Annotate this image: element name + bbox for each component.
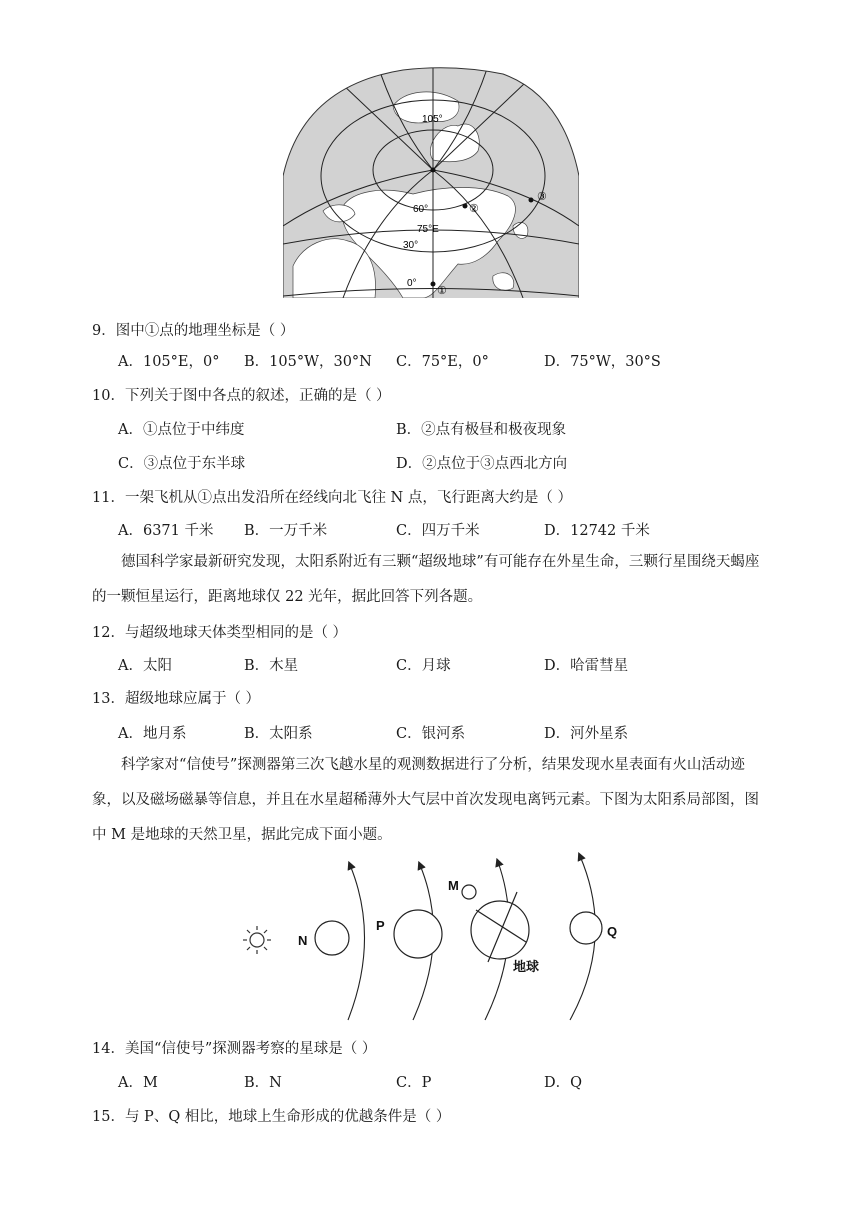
- solar-system-figure: [230, 850, 650, 1022]
- sun-icon: [243, 926, 271, 954]
- q12-option-c[interactable]: C．月球: [396, 658, 451, 674]
- q10-option-a[interactable]: A．①点位于中纬度: [118, 422, 245, 438]
- q11-option-b[interactable]: B．一万千米: [244, 523, 328, 539]
- passage-1: 德国科学家最新研究发现，太阳系附近有三颗“超级地球”有可能存在外星生命，三颗行星围绕天蝎座的一颗恒星运行，距离地球仅 22 光年，据此回答下列各题。: [92, 554, 760, 605]
- label-q: Q: [607, 924, 618, 939]
- q14-option-c[interactable]: C．P: [396, 1075, 432, 1091]
- planet-p: [394, 910, 442, 958]
- label-30: 30°: [403, 240, 419, 251]
- label-p: P: [376, 918, 385, 933]
- q14-option-b[interactable]: B．N: [244, 1075, 282, 1091]
- q13-option-c[interactable]: C．银河系: [396, 726, 466, 742]
- planet-n: [315, 921, 349, 955]
- q9-option-a[interactable]: A．105°E，0°: [118, 354, 220, 370]
- q12-option-b[interactable]: B．木星: [244, 658, 299, 674]
- label-60: 60°: [413, 204, 429, 215]
- point-2: [463, 204, 468, 209]
- question-15-stem: 15．与 P、Q 相比，地球上生命形成的优越条件是（ ）: [92, 1109, 451, 1125]
- q12-option-a[interactable]: A．太阳: [118, 658, 172, 674]
- q10-option-c[interactable]: C．③点位于东半球: [118, 456, 246, 472]
- question-13-stem: 13．超级地球应属于（ ）: [92, 691, 261, 707]
- label-point-2: ②: [469, 203, 479, 215]
- label-earth: 地球: [513, 959, 540, 974]
- q13-option-d[interactable]: D．河外星系: [544, 726, 629, 742]
- question-11-stem: 11．一架飞机从①点出发沿所在经线向北飞往 N 点，飞行距离大约是（ ）: [92, 490, 572, 506]
- q11-option-d[interactable]: D．12742 千米: [544, 523, 650, 539]
- passage-2: 科学家对“信使号”探测器第三次飞越水星的观测数据进行了分析，结果发现水星表面有火山活动迹象，以及磁场磁暴等信息，并且在水星超稀薄外大气层中首次发现电离钙元素。下图为太阳系局部图，图中 M 是地球的天然卫星，据此完成下面小题。: [92, 757, 759, 843]
- q11-option-a[interactable]: A．6371 千米: [118, 523, 214, 539]
- north-pole-point: [431, 168, 436, 173]
- planet-earth: [471, 901, 529, 959]
- moon-m: [462, 885, 476, 899]
- q12-option-d[interactable]: D．哈雷彗星: [544, 658, 629, 674]
- label-n: N: [298, 933, 308, 948]
- q9-option-b[interactable]: B．105°W，30°N: [244, 354, 372, 370]
- question-14-stem: 14．美国“信使号”探测器考察的星球是（ ）: [92, 1041, 377, 1057]
- planet-q: [570, 912, 602, 944]
- point-3: [529, 198, 534, 203]
- label-point-1: ①: [437, 285, 447, 297]
- q14-option-a[interactable]: A．M: [118, 1075, 158, 1091]
- q9-option-d[interactable]: D．75°W，30°S: [544, 354, 661, 370]
- q11-option-c[interactable]: C．四万千米: [396, 523, 480, 539]
- label-75e: 75°E: [417, 224, 439, 235]
- q10-option-b[interactable]: B．②点有极昼和极夜现象: [396, 422, 567, 438]
- label-m: M: [448, 878, 459, 893]
- q9-option-c[interactable]: C．75°E，0°: [396, 354, 489, 370]
- question-9-stem: 9．图中①点的地理坐标是（ ）: [92, 323, 295, 339]
- label-0: 0°: [407, 278, 417, 289]
- question-10-stem: 10．下列关于图中各点的叙述，正确的是（ ）: [92, 388, 391, 404]
- q13-option-a[interactable]: A．地月系: [118, 726, 187, 742]
- q13-option-b[interactable]: B．太阳系: [244, 726, 313, 742]
- point-1: [431, 282, 436, 287]
- question-12-stem: 12．与超级地球天体类型相同的是（ ）: [92, 625, 348, 641]
- world-map-figure: [283, 66, 579, 298]
- q10-option-d[interactable]: D．②点位于③点西北方向: [396, 456, 568, 472]
- q14-option-d[interactable]: D．Q: [544, 1075, 583, 1091]
- label-105: 105°: [422, 114, 443, 125]
- label-point-3: ③: [537, 191, 547, 203]
